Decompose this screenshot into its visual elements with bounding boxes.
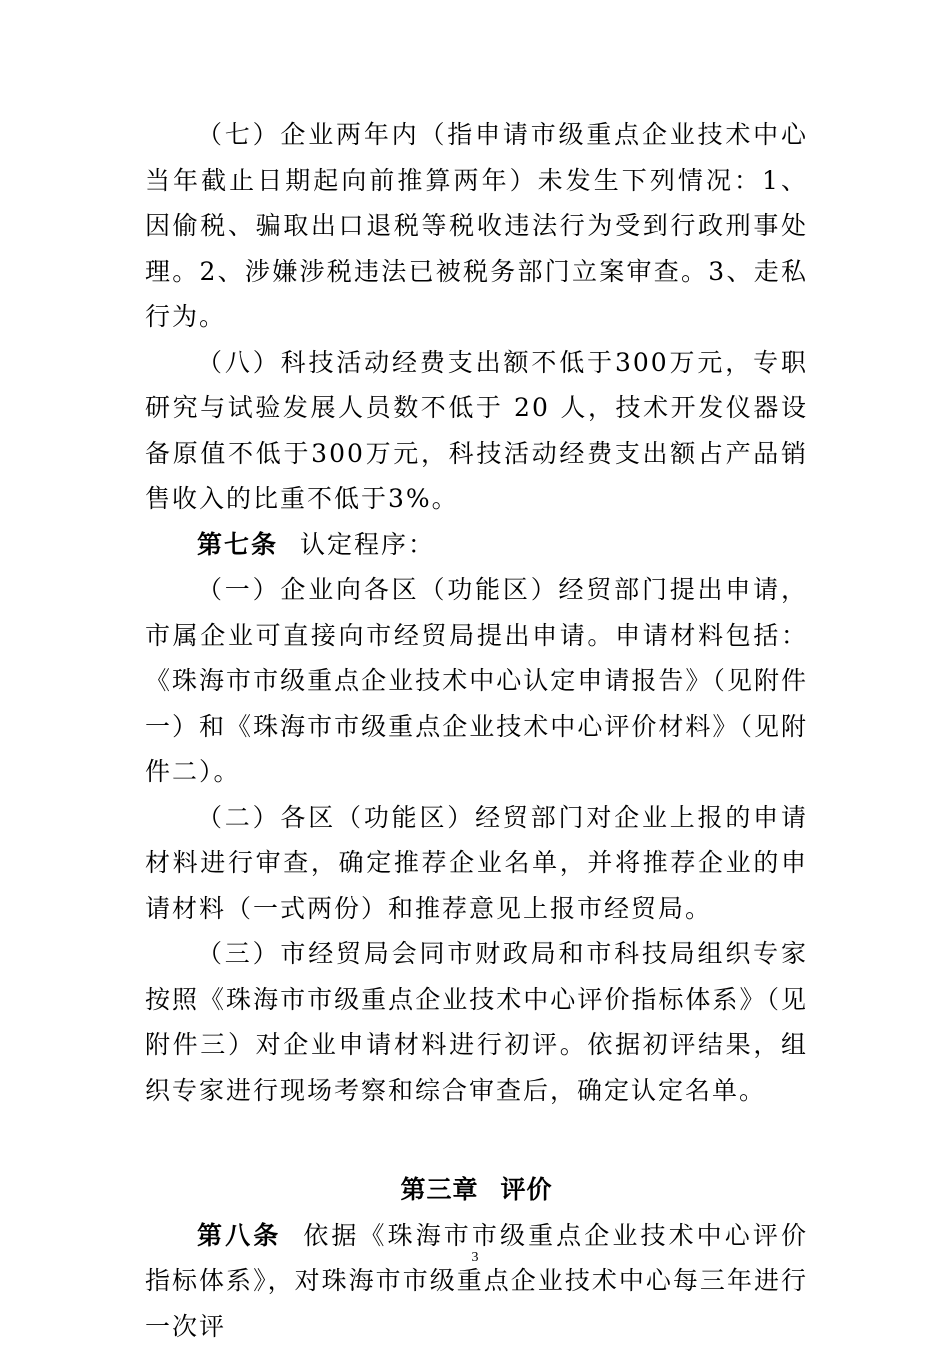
chapter-heading <box>145 1113 808 1213</box>
article-8 <box>145 1213 808 1349</box>
article-8-text: 依据《珠海市市级重点企业技术中心评价指标体系》，对珠海市市级重点企业技术中心每三年进行一次评 <box>145 1221 808 1341</box>
article-7-heading: 第七条 <box>197 530 278 559</box>
article-7-item-1: （一）企业向各区（功能区）经贸部门提出申请，市属企业可直接向市经贸局提出申请。申请材料包括：《珠海市市级重点企业技术中心认定申请报告》（见附件一）和《珠海市市级重点企业技术中心评价材料》（见附件二）。 <box>145 567 808 795</box>
page-number: 3 <box>0 1250 950 1266</box>
article-7 <box>145 522 808 568</box>
article-7-item-3: （三）市经贸局会同市财政局和市科技局组织专家按照《珠海市市级重点企业技术中心评价指标体系》（见附件三）对企业申请材料进行初评。依据初评结果，组织专家进行现场考察和综合审查后，确定认定名单。 <box>145 931 808 1113</box>
article-7-item-2: （二）各区（功能区）经贸部门对企业上报的申请材料进行审查，确定推荐企业名单，并将推荐企业的申请材料（一式两份）和推荐意见上报市经贸局。 <box>145 795 808 932</box>
chapter-number: 第三章 <box>400 1175 478 1204</box>
article-7-text: 认定程序： <box>300 530 435 559</box>
chapter-title: 评价 <box>501 1175 553 1204</box>
paragraph-item-8: （八）科技活动经费支出额不低于300万元，专职研究与试验发展人员数不低于 20 人，技术开发仪器设备原值不低于300万元，科技活动经费支出额占产品销售收入的比重不低于3%。 <box>145 340 808 522</box>
article-8-heading: 第八条 <box>197 1221 281 1250</box>
document-body <box>145 112 808 1349</box>
paragraph-item-7: （七）企业两年内（指申请市级重点企业技术中心当年截止日期起向前推算两年）未发生下列情况：1、因偷税、骗取出口退税等税收违法行为受到行政刑事处理。2、涉嫌涉税违法已被税务部门立案审查。3、走私行为。 <box>145 112 808 340</box>
